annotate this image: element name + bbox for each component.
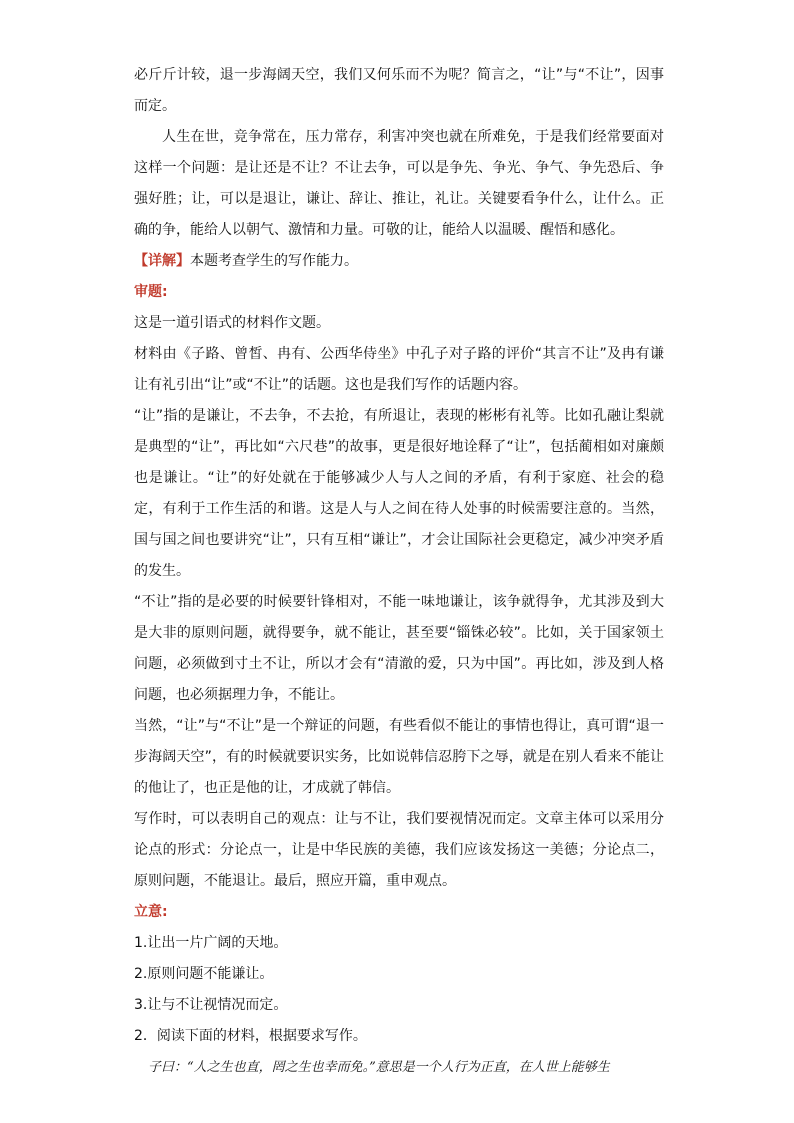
liyi-item-3: 3.让与不让视情况而定。 bbox=[134, 997, 288, 1013]
paragraph-rang: “让”指的是谦让，不去争，不去抢，有所退让，表现的彬彬有礼等。比如孔融让梨就是典型的“让”，再比如“六尺巷”的故事，更是很好地诠释了“让”，包括蔺相如对廉颇也是谦让。“让”的好处就在于能够减少人与人之间的矛盾，有利于家庭、社会的稳定，有利于工作生活的和谐。这是人与人之间在待人处事的时候需要注意的。当然，国与国之间也要讲究“让”，只有互相“谦让”，才会让国际社会更稳定，减少冲突矛盾的发生。 bbox=[134, 408, 664, 579]
document-page bbox=[134, 60, 664, 1083]
shenti-heading: 审题: bbox=[134, 284, 168, 300]
detail-text: 本题考查学生的写作能力。 bbox=[190, 253, 358, 269]
liyi-item-2: 2.原则问题不能谦让。 bbox=[134, 966, 274, 982]
paragraph-continuation: 必斤斤计较，退一步海阔天空，我们又何乐而不为呢？简言之，“让”与“不让”，因事而定。 bbox=[134, 67, 664, 114]
paragraph-type: 这是一道引语式的材料作文题。 bbox=[134, 315, 330, 331]
paragraph-dialectic: 当然，“让”与“不让”是一个辩证的问题，有些看似不能让的事情也得让，真可谓“退一步海阔天空”，有的时候就要识实务，比如说韩信忍胯下之辱，就是在别人看来不能让的他让了，也正是他的让，才成就了韩信。 bbox=[134, 718, 664, 796]
paragraph-material: 材料由《子路、曾皙、冉有、公西华侍坐》中孔子对子路的评价“其言不让”及冉有谦让有礼引出“让”或“不让”的话题。这也是我们写作的话题内容。 bbox=[134, 346, 664, 393]
detail-label: 【详解】 bbox=[134, 253, 190, 269]
quote-material: 子曰：“人之生也直，罔之生也幸而免。”意思是一个人行为正直，在人世上能够生 bbox=[148, 1060, 610, 1075]
detail-line bbox=[134, 246, 664, 277]
question-2: 2．阅读下面的材料，根据要求写作。 bbox=[134, 1028, 367, 1044]
paragraph-burang: “不让”指的是必要的时候要针锋相对，不能一味地谦让，该争就得争，尤其涉及到大是大非的原则问题，就得要争，就不能让，甚至要“锱铢必较”。比如，关于国家领土问题，必须做到寸土不让，所以才会有“清澈的爱，只为中国”。再比如，涉及到人格问题，也必须据理力争，不能让。 bbox=[134, 594, 664, 703]
paragraph-life-competition: 人生在世，竞争常在，压力常存，利害冲突也就在所难免，于是我们经常要面对这样一个问题：是让还是不让？不让去争，可以是争先、争光、争气、争先恐后、争强好胜；让，可以是退让，谦让、辞让、推让，礼让。关键要看争什么，让什么。正确的争，能给人以朝气、激情和力量。可敬的让，能给人以温暖、醒悟和感化。 bbox=[134, 129, 664, 238]
paragraph-writing: 写作时，可以表明自己的观点：让与不让，我们要视情况而定。文章主体可以采用分论点的形式：分论点一，让是中华民族的美德，我们应该发扬这一美德；分论点二，原则问题，不能退让。最后，照应开篇，重申观点。 bbox=[134, 811, 664, 889]
liyi-item-1: 1.让出一片广阔的天地。 bbox=[134, 935, 288, 951]
liyi-heading: 立意: bbox=[134, 904, 168, 920]
